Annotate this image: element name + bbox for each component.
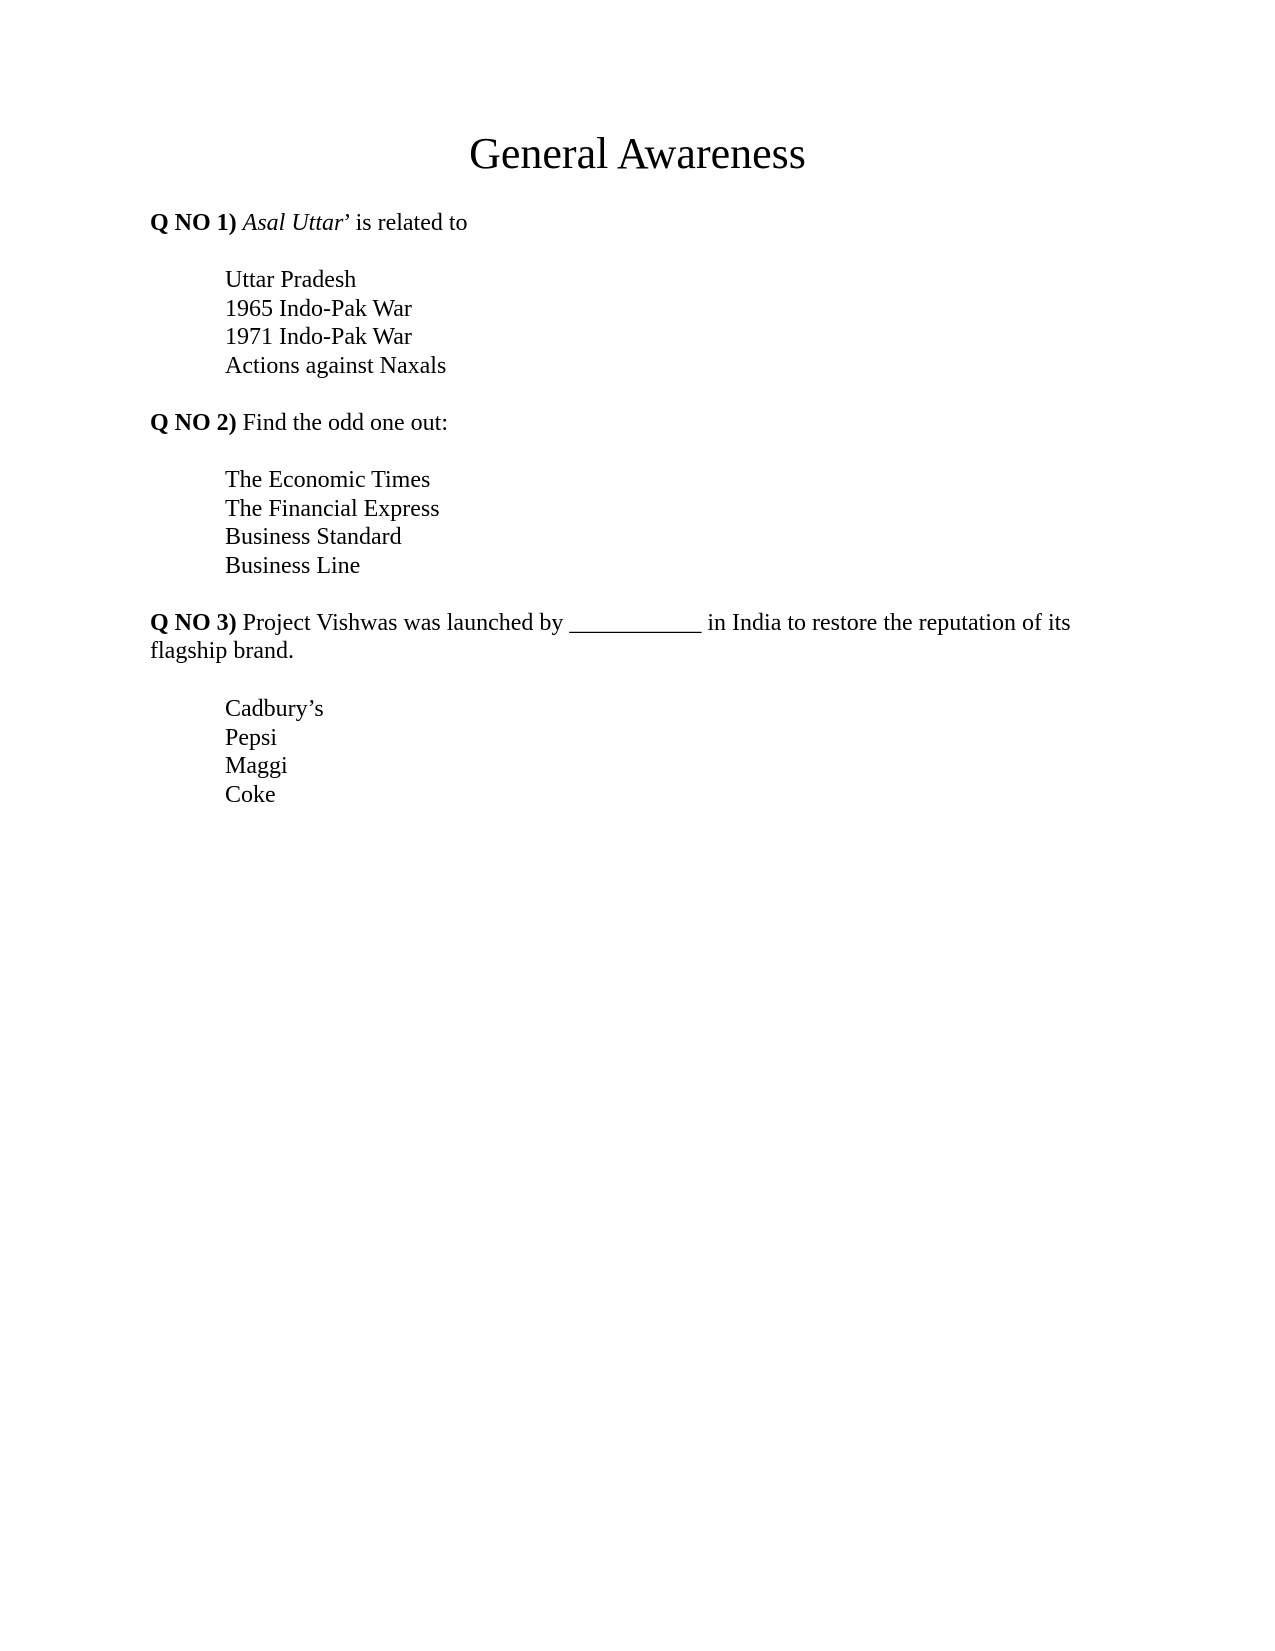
question-1-options (225, 266, 446, 380)
option-item: Business Line (225, 552, 361, 579)
question-1-number: Q NO 1) (150, 210, 237, 236)
question-1 (150, 209, 1140, 237)
question-3-options (225, 695, 324, 809)
question-3-text: Project Vishwas was launched by ___________ in India to restore the reputation of its flagship brand. (150, 610, 1071, 664)
option-item: Actions against Naxals (225, 352, 447, 379)
option-item: Business Standard (225, 524, 402, 550)
question-2 (150, 409, 1140, 437)
option-item: The Financial Express (225, 495, 440, 522)
option-item: Pepsi (225, 724, 278, 751)
question-2-options (225, 466, 440, 580)
question-1-italic-term: Asal Uttar (242, 210, 344, 236)
option-item: Cadbury’s (225, 696, 324, 722)
option-item: Uttar Pradesh (225, 267, 357, 293)
question-3 (150, 609, 1140, 665)
document-title: General Awareness (469, 129, 806, 178)
question-3-number: Q NO 3) (150, 610, 237, 636)
option-item: 1971 Indo-Pak War (225, 324, 412, 350)
option-item: Maggi (225, 753, 288, 779)
option-item: The Economic Times (225, 467, 431, 493)
option-item: 1965 Indo-Pak War (225, 295, 412, 322)
question-2-number: Q NO 2) (150, 410, 237, 436)
option-item: Coke (225, 781, 276, 808)
question-2-text: Find the odd one out: (236, 410, 448, 436)
question-1-text: ’ is related to (343, 210, 468, 236)
